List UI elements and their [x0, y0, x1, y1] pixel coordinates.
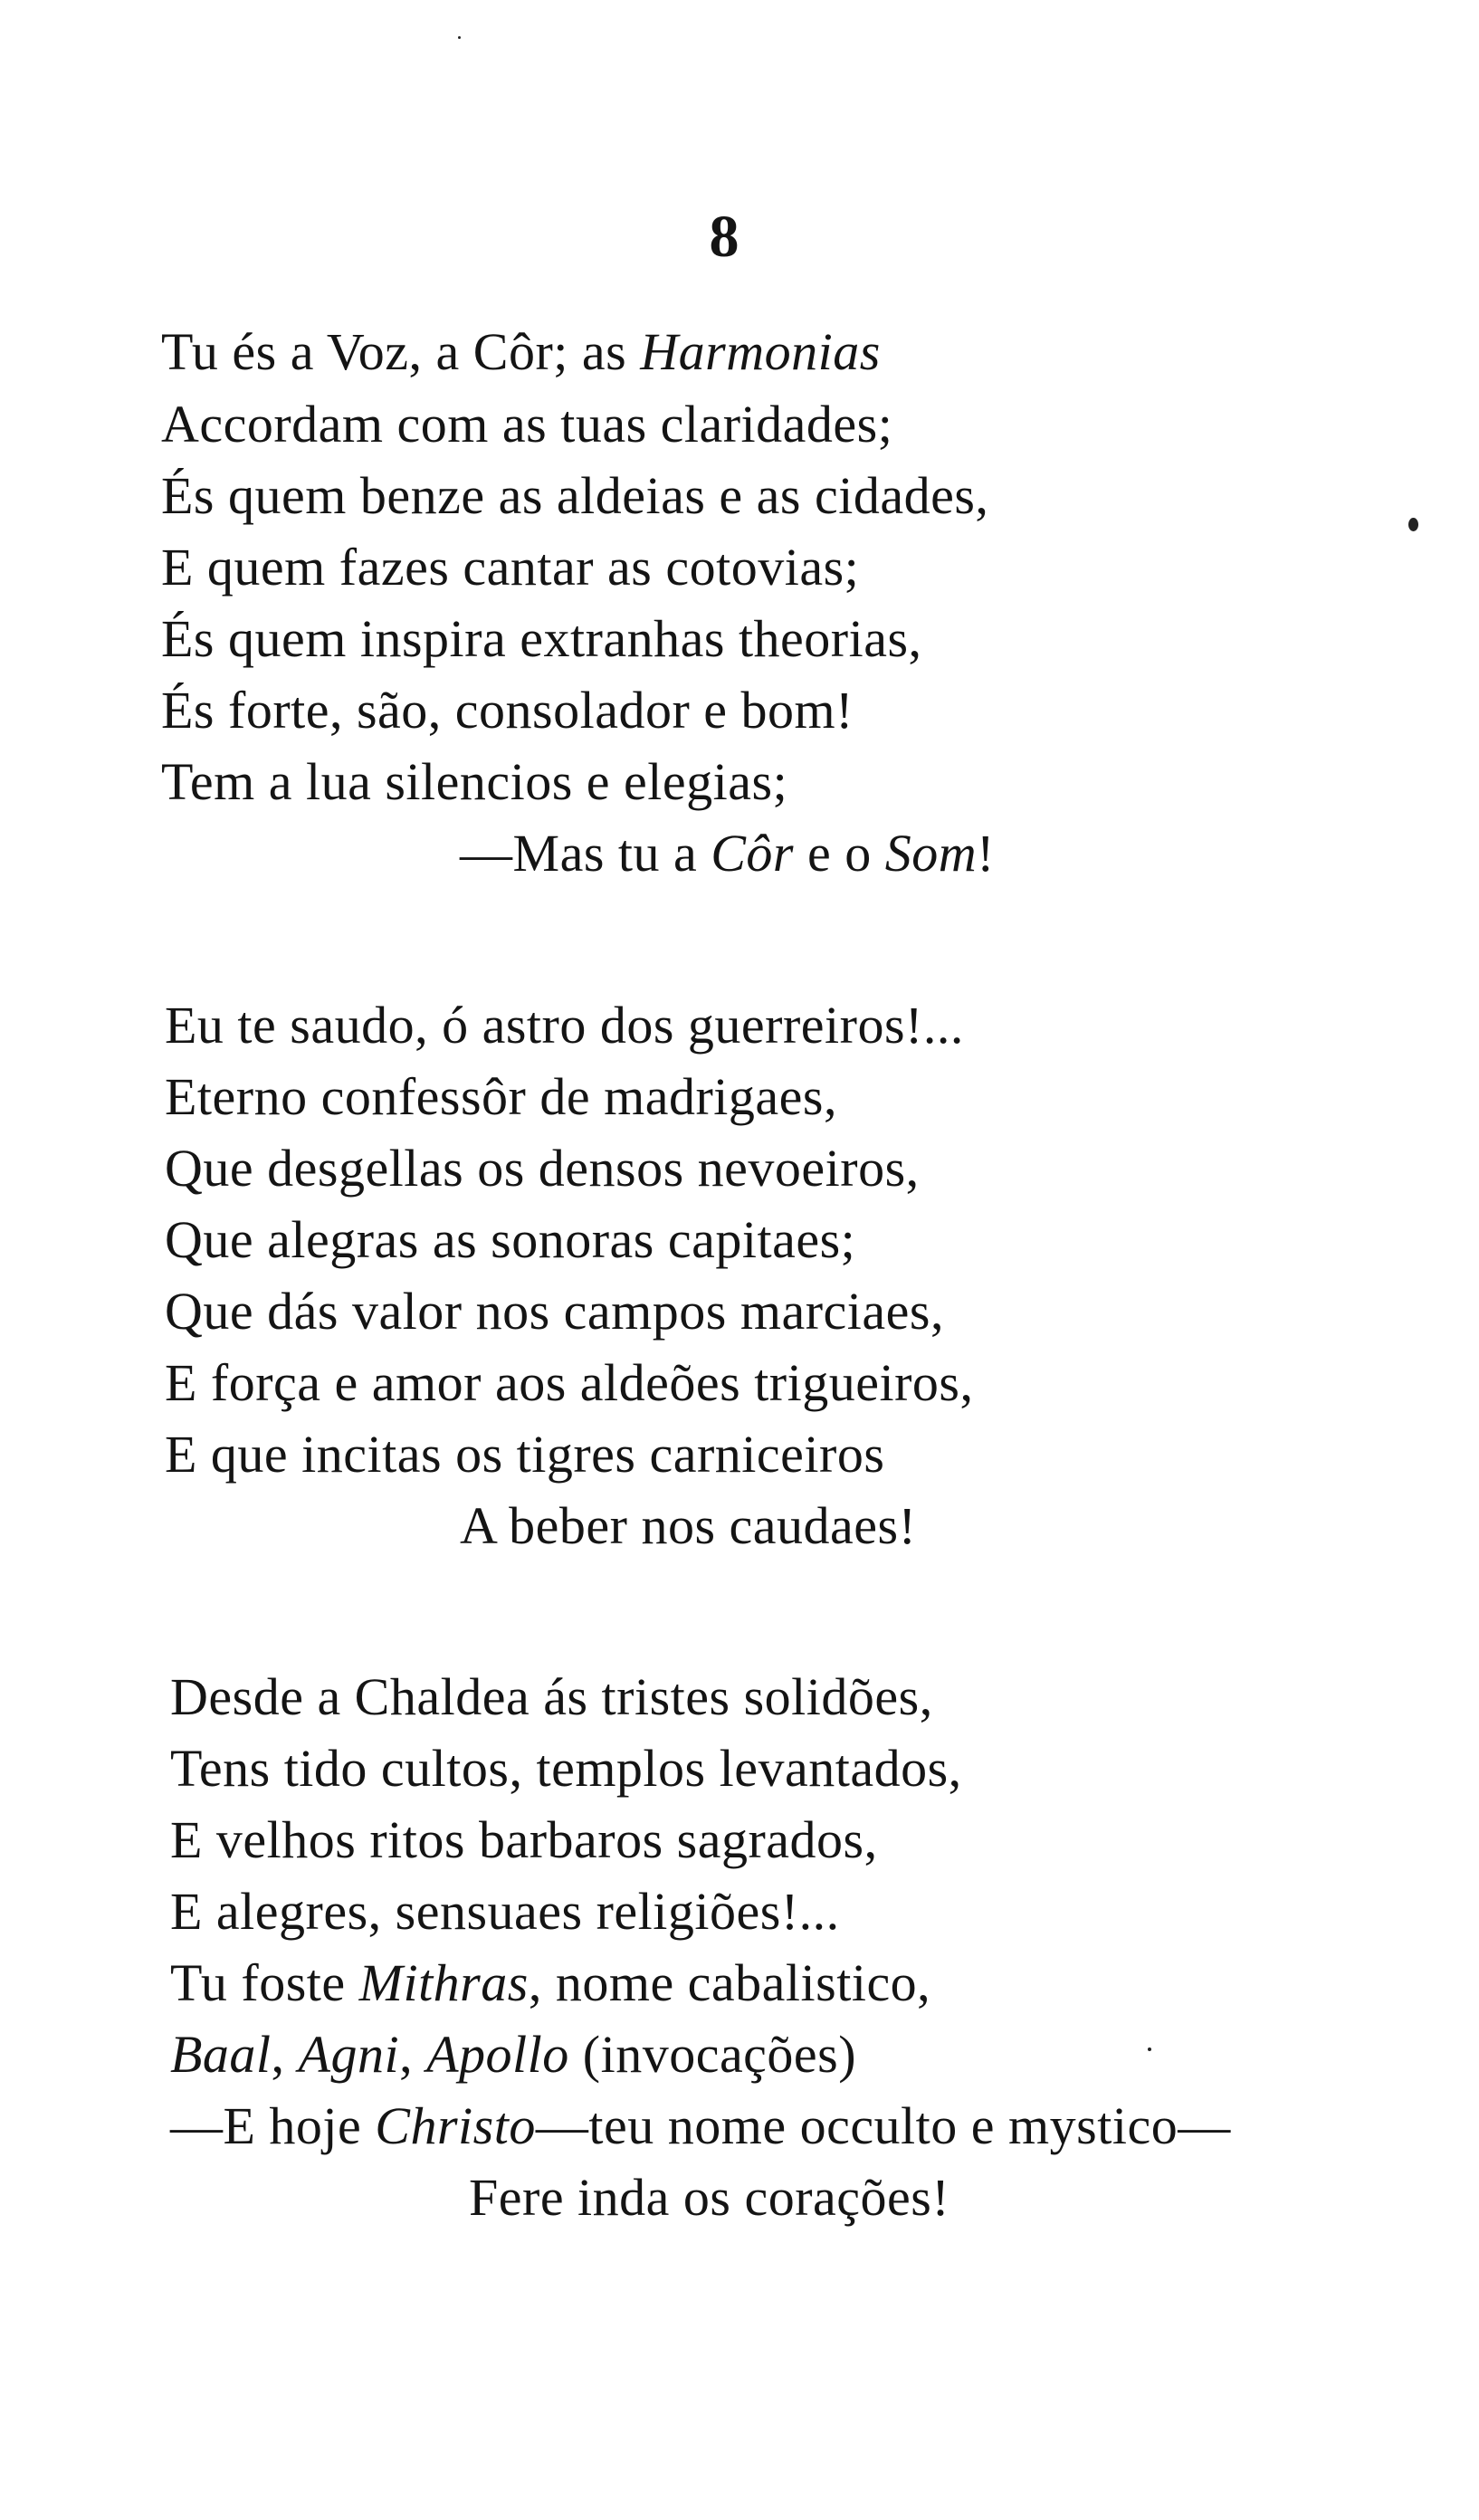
poem-line: Accordam com as tuas claridades; [161, 395, 893, 453]
page-number: 8 [709, 204, 740, 270]
poem-line: —Mas tu a Côr e o Som! [460, 824, 995, 883]
ink-speck [1408, 518, 1418, 531]
poem-line: Fere inda os corações! [469, 2168, 950, 2227]
poem-line: A beber nos caudaes! [460, 1496, 917, 1555]
poem-line: Que dás valor nos campos marciaes, [165, 1282, 944, 1341]
poem-line: És quem benze as aldeias e as cidades, [161, 466, 989, 525]
poem-line: És quem inspira extranhas theorias, [161, 609, 922, 668]
poem-line: Baal, Agni, Apollo (invocações) [170, 2025, 857, 2084]
poem-line: Tem a lua silencios e elegias; [161, 752, 788, 811]
poem-line: E que incitas os tigres carniceiros [165, 1425, 885, 1484]
ink-speck [1148, 2048, 1151, 2051]
poem-line: Tu és a Voz, a Côr; as Harmonias [161, 322, 881, 381]
poem-line: Eu te saudo, ó astro dos guerreiros!... [165, 996, 964, 1055]
poem-line: Tu foste Mithras, nome cabalistico, [170, 1953, 931, 2012]
poem-line: Tens tido cultos, templos levantados, [170, 1739, 962, 1798]
poem-line: E alegres, sensuaes religiões!... [170, 1882, 840, 1941]
ink-speck [458, 36, 461, 39]
poem-line: Eterno confessôr de madrigaes, [165, 1067, 837, 1126]
poem-line: E quem fazes cantar as cotovias; [161, 538, 860, 597]
poem-line: Desde a Chaldea ás tristes solidões, [170, 1667, 933, 1726]
poem-line: E velhos ritos barbaros sagrados, [170, 1810, 878, 1869]
poem-line: És forte, são, consolador e bom! [161, 681, 854, 740]
poem-line: Que desgellas os densos nevoeiros, [165, 1139, 920, 1198]
poem-line: E força e amor aos aldeões trigueiros, [165, 1353, 974, 1412]
poem-line: Que alegras as sonoras capitaes; [165, 1210, 856, 1269]
poem-line: —E hoje Christo—teu nome occulto e mystico— [170, 2096, 1231, 2155]
